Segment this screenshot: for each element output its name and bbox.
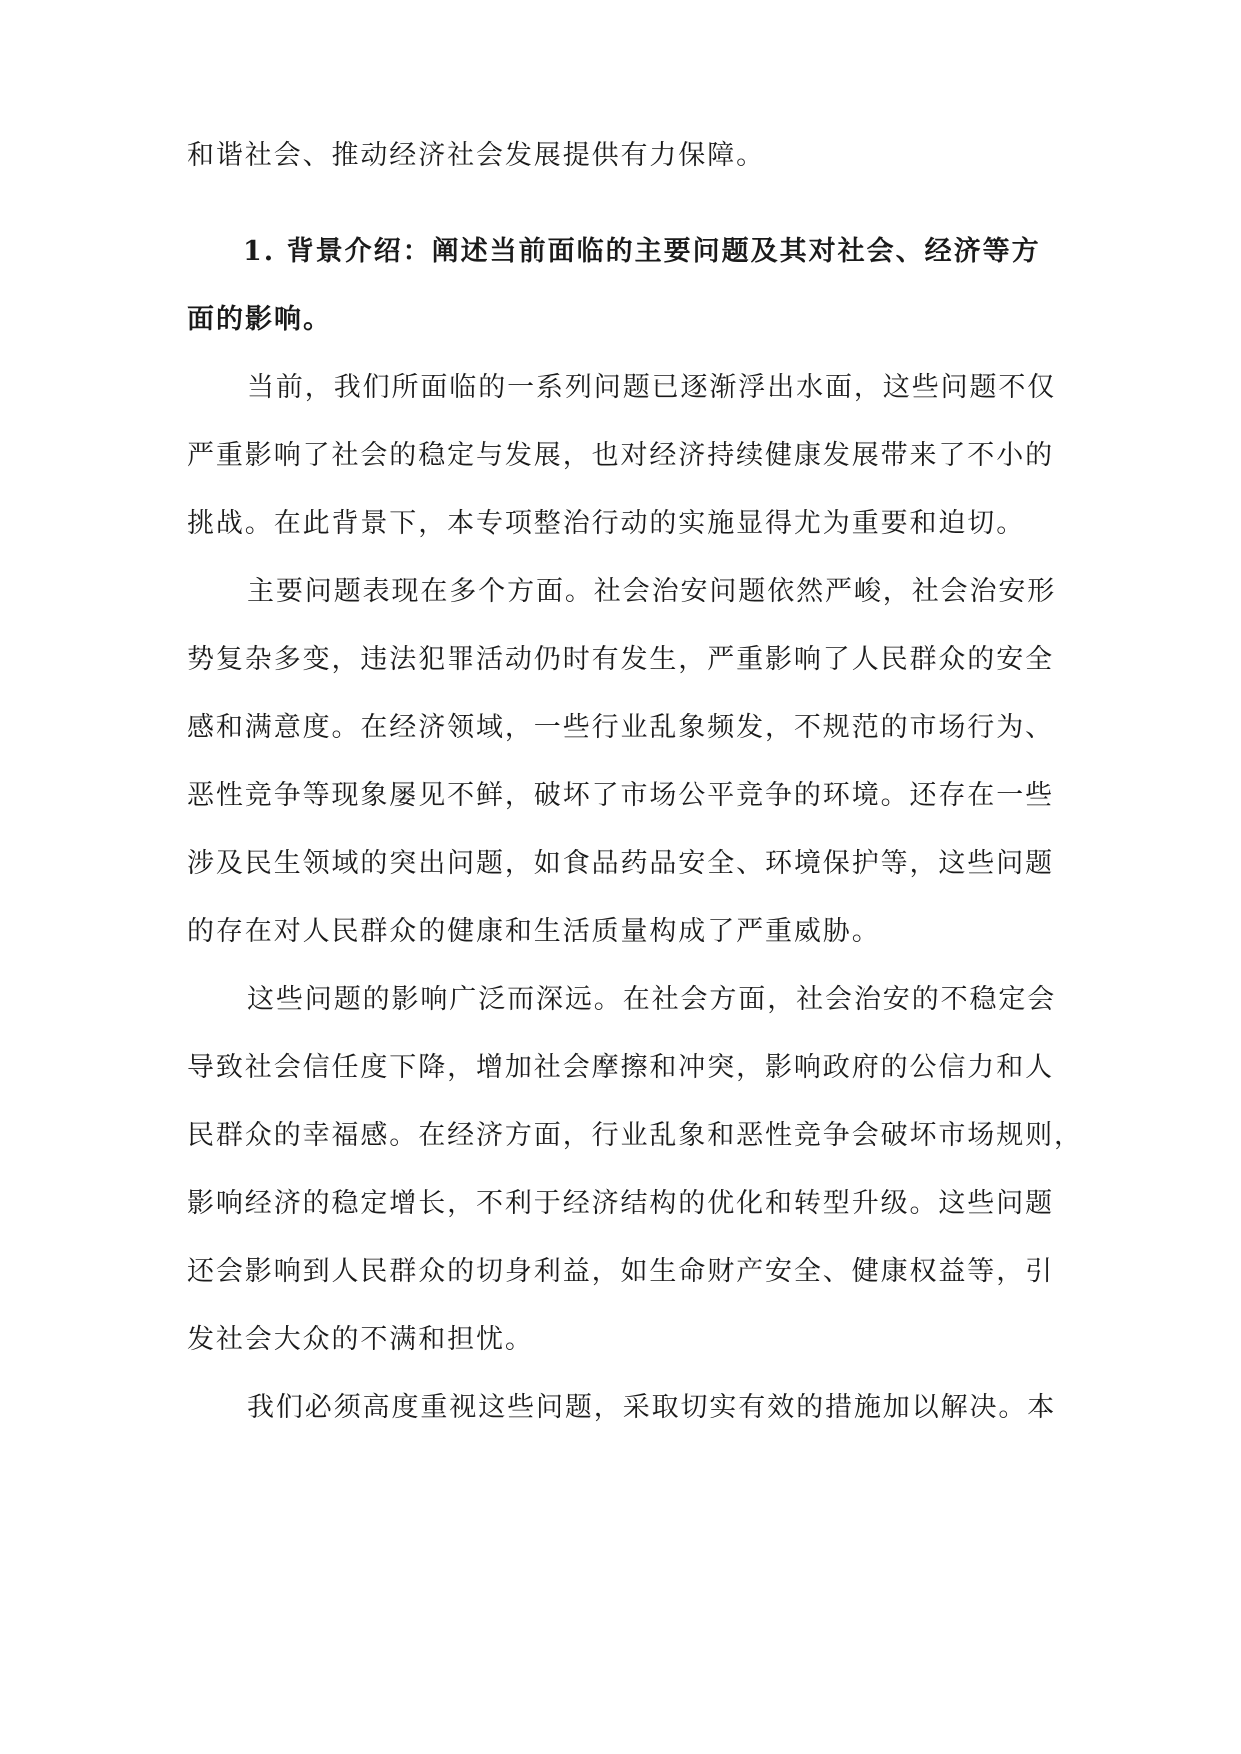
section-heading-continued: 面的影响。 bbox=[187, 304, 332, 335]
paragraph-line: 恶性竞争等现象屡见不鲜，破坏了市场公平竞争的环境。还存在一些 bbox=[187, 780, 1054, 811]
paragraph-line: 还会影响到人民群众的切身利益，如生命财产安全、健康权益等，引 bbox=[187, 1256, 1054, 1287]
paragraph-line: 涉及民生领域的突出问题，如食品药品安全、环境保护等，这些问题 bbox=[187, 848, 1054, 879]
paragraph-line: 的存在对人民群众的健康和生活质量构成了严重威胁。 bbox=[187, 916, 881, 947]
paragraph-line: 发社会大众的不满和担忧。 bbox=[187, 1324, 534, 1355]
paragraph-line: 我们必须高度重视这些问题，采取切实有效的措施加以解决。本 bbox=[247, 1392, 1057, 1423]
paragraph-line: 当前，我们所面临的一系列问题已逐渐浮出水面，这些问题不仅 bbox=[247, 372, 1057, 403]
body-line: 和谐社会、推动经济社会发展提供有力保障。 bbox=[187, 140, 765, 171]
paragraph-line: 严重影响了社会的稳定与发展，也对经济持续健康发展带来了不小的 bbox=[187, 440, 1054, 471]
paragraph-line: 民群众的幸福感。在经济方面，行业乱象和恶性竞争会破坏市场规则， bbox=[187, 1120, 1083, 1151]
paragraph-line: 感和满意度。在经济领域，一些行业乱象频发，不规范的市场行为、 bbox=[187, 712, 1054, 743]
paragraph-line: 势复杂多变，违法犯罪活动仍时有发生，严重影响了人民群众的安全 bbox=[187, 644, 1054, 675]
paragraph-line: 挑战。在此背景下，本专项整治行动的实施显得尤为重要和迫切。 bbox=[187, 508, 1026, 539]
paragraph-line: 影响经济的稳定增长，不利于经济结构的优化和转型升级。这些问题 bbox=[187, 1188, 1054, 1219]
paragraph-line: 主要问题表现在多个方面。社会治安问题依然严峻，社会治安形 bbox=[247, 576, 1057, 607]
paragraph-line: 导致社会信任度下降，增加社会摩擦和冲突，影响政府的公信力和人 bbox=[187, 1052, 1054, 1083]
paragraph-line: 这些问题的影响广泛而深远。在社会方面，社会治安的不稳定会 bbox=[247, 984, 1057, 1015]
section-heading: 1. 背景介绍：阐述当前面临的主要问题及其对社会、经济等方 bbox=[243, 236, 1041, 267]
